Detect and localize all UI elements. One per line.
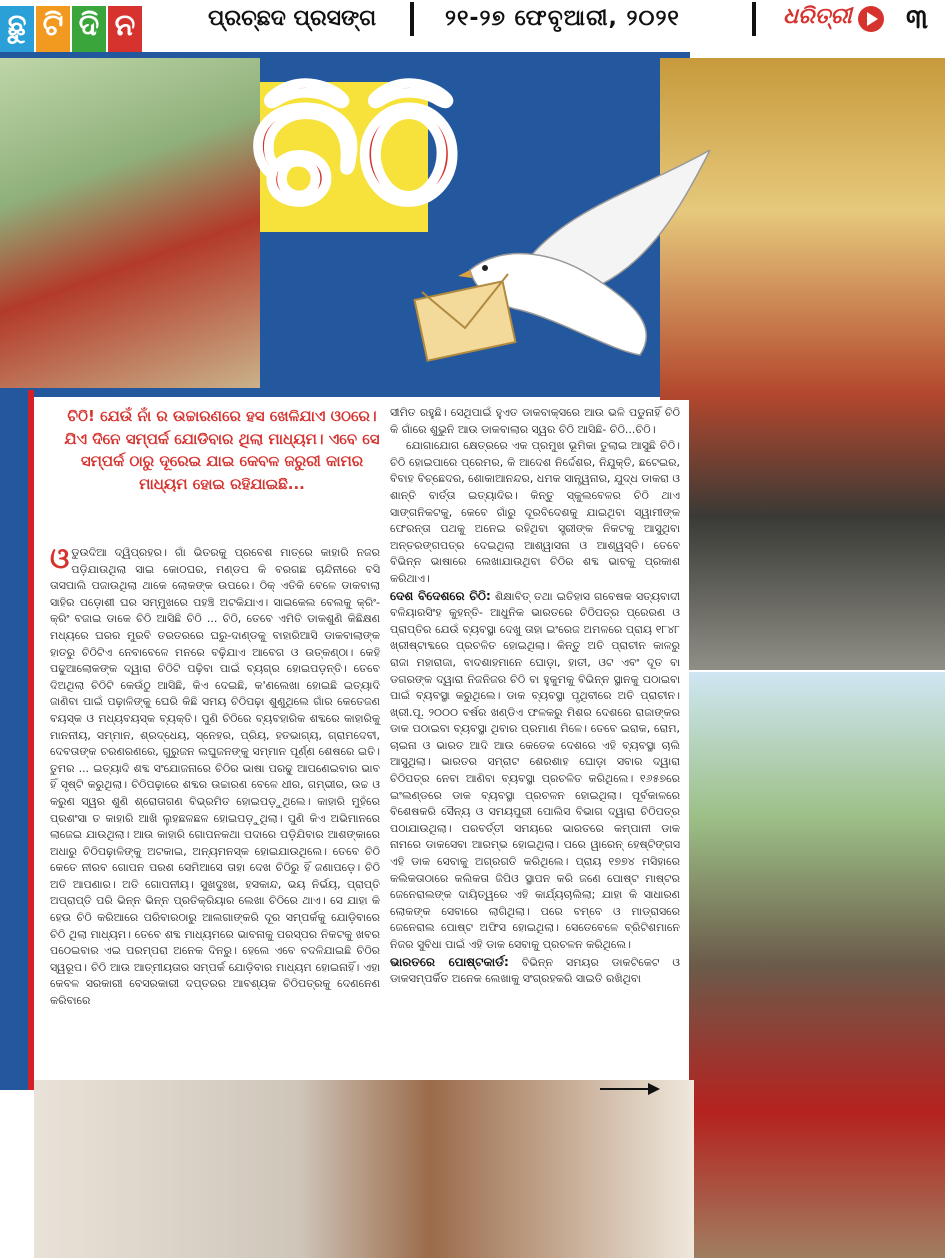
logo-letter-3: ଦି — [72, 6, 106, 64]
subheading-postcard: ଭାରତରେ ପୋଷ୍ଟକାର୍ଡ: — [390, 954, 509, 969]
section-title: ପ୍ରଚ୍ଛଦ ପ୍ରସଙ୍ଗ — [208, 6, 377, 31]
header-divider — [752, 2, 756, 36]
page-number: ୩ — [906, 2, 929, 35]
column-2-paragraph: ଶିକ୍ଷାବିତ୍ ତଥା ଇତିହାସ ଗବେଷକ ସତ୍ୟବାଦୀ ବଳିୟାରସିଂହ କୁହନ୍ତି- ଆଧୁନିକ ଭାରତରେ ଚିଠିପତ୍ର ପ୍ରେରଣ ଓ ପ୍ରାପ୍ତିର ଯେଉଁ ବ୍ୟବସ୍ଥା ଦେଖୁ ତାହା ଇଂରେଜ ଅମଳରେ ପ୍ରାୟ ୧୮୪୮ ଖ୍ରୀଷ୍ଟାବ୍ଦରେ ପ୍ରଚଳିତ ହୋଇଥିଲା। କିନ୍ତୁ ଅତି ପ୍ରାଚୀନ କାଳରୁ ରାଜା ମହାରାଜା, ବାଦଶାହମାନେ ଘୋଡ଼ା, ହାତୀ, ଓଟ ଏବଂ ଦୂତ ବା ଡଗରଙ୍କ ଦ୍ୱାରା ନିଜନିଜର ଚିଠି ବା ହୁକୁମକୁ ବିଭିନ୍ନ ସ୍ଥାନକୁ ପଠାଇବା ପାଇଁ ବ୍ୟବସ୍ଥା କରୁଥିଲେ। ଡାକ ବ୍ୟବସ୍ଥା ପୃଥିବୀରେ ଅତି ପ୍ରାଚୀନ। ଖ୍ରୀ.ପୂ. ୨୦୦୦ ବର୍ଷର ଖଣ୍ଡିଏ ଫଳକରୁ ମିଶର ଦେଶରେ ରାଜାଙ୍କର ଡାକ ପଠାଇବା ବ୍ୟବସ୍ଥା ଥିବାର ପ୍ରମାଣ ମିଳେ। ତେବେ ଇରାକ, ରୋମ, ଚାଇନା ଓ ଭାରତ ଆଦି ଆଉ କେତେକ ଦେଶରେ ଏହି ବ୍ୟବସ୍ଥା ଚାଲି ଆସୁଥିଲା। ଭାରତର ସମ୍ରାଟ ଶେରଶାହ ଘୋଡ଼ା ସବାର ଦ୍ୱାରା ଚିଠିପତ୍ର ନେବା ଆଣିବା ବ୍ୟବସ୍ଥା ପ୍ରଚଳିତ କରିଥିଲେ। ୧୬୫୭ରେ ଇଂଲଣ୍ଡରେ ଡାକ ବ୍ୟବସ୍ଥା ପ୍ରଚଳନ ହୋଇଥିଲା। ପୂର୍ବକାଳରେ ବିଶେଷକରି ସୈନ୍ୟ ଓ ସମୟପୁରୀ ପୋଲିସ ବିଭାଗ ଦ୍ୱାରା ଚିଠିପତ୍ର ପଠାଯାଉଥିଲା। ପରବର୍ତ୍ତୀ ସମୟରେ ଭାରତରେ କମ୍ପାନୀ ଡାକ ନାମରେ ଡାକସେବା ଆରମ୍ଭ ହୋଇଥିଲା। ପରେ ୱାରେନ୍ ହେଷ୍ଟିଙ୍ଗସ ଏହି ଡାକ ସେବାକୁ ଅଗ୍ରଗତି କରିଥିଲେ। ପ୍ରାୟ ୧୭୭୪ ମସିହାରେ କଲିକତାଠାରେ କଲିକତା ଜିପିଓ ସ୍ଥାପନ କରି ଜଣେ ପୋଷ୍ଟ ମାଷ୍ଟର ଜେନେରାଲଙ୍କ ଦାୟିତ୍ୱରେ ଏହି କାର୍ଯ୍ୟଚାଲିଲା; ଯାହା କି ସାଧାରଣ ଲୋକଙ୍କ ସେବାରେ ଲାଗିଥିଲା। ପରେ ବମ୍ବେ ଓ ମାଡ୍ରାସରେ ଜେନେରାଲ ପୋଷ୍ଟ ଅଫିସ ହୋଇଥିଲା। ସେତେବେଳେ ବ୍ରିଟିଶମାନେ ନିଜର ସୁବିଧା ପାଇଁ ଏହି ଡାକ ସେବାକୁ ପ୍ରଚଳନ କରିଥିଲେ। — [390, 589, 681, 951]
deck-summary: ଚିଠି! ଯେଉଁ ନାଁ ର ଉଚ୍ଚାରଣରେ ହସ ଖେଳିଯାଏ ଓଠରେ। ଯିଏ ଦିନେ ସମ୍ପର୍କ ଯୋଡିବାର ଥିଲା ମାଧ୍ୟମ। ଏବେ ସେ ସମ୍ପର୍କ ଠାରୁ ଦୂରେଇ ଯାଇ କେବଳ ଜରୁରୀ କାମର ମାଧ୍ୟମ ହୋଇ ରହିଯାଇଛି... — [64, 407, 380, 493]
play-icon — [858, 6, 884, 32]
brand-logo: ଧରିତ୍ରୀ — [783, 4, 852, 29]
column-2-intro: ସୀମିତ ରହୁଛି। ସେଥିପାଇଁ ହୁଏତ ଡାକବାକ୍ସରେ ଆଉ ଭଳି ପଡୁନାହିଁ ଚିଠି କି ଗାଁରେ ଶୁଭୁନି ଆଉ ଡାକବାଲାର ସ୍ୱର ଚିଠି ଆସିଛି- ଚିଠି...ଚିଠି। — [390, 406, 680, 436]
dove-icon — [410, 150, 730, 380]
logo-letter-4: ନ — [108, 6, 142, 64]
logo-letter-2: ଟି — [36, 6, 70, 64]
issue-date: ୨୧-୨୭ ଫେବୃଆରୀ, ୨୦୨୧ — [445, 6, 680, 31]
article-column-2 — [390, 405, 680, 988]
logo-letter-1: ଛୁ — [0, 6, 34, 64]
column-2-paragraph: ବିଭିନ୍ନ ସମୟର ଡାକଟିକେଟ ଓ ଡାକସମ୍ପର୍କିତ ଅନେକ ଲେଖାକୁ ସଂଗ୍ରହକରି ସାଇତି ରଖିଥିବା — [390, 955, 681, 986]
envelope-icon — [415, 274, 516, 361]
photo-quill-candle — [34, 1080, 694, 1258]
article-column-1 — [50, 542, 380, 1010]
photo-postman-postbox — [0, 58, 260, 388]
headline: ଚିଠି — [252, 64, 459, 238]
drop-cap: ଓ — [50, 542, 70, 575]
header-divider — [410, 2, 414, 36]
blue-side-strip — [0, 390, 28, 1090]
photo-boy-posting-letter — [670, 672, 945, 1258]
column-2-paragraph: ଯୋଗାଯୋଗ କ୍ଷେତ୍ରରେ ଏକ ପ୍ରମୁଖ ଭୂମିକା ତୁଲାଇ ଆସୁଛି ଚିଠି। ଚିଠି ହୋଇପାରେ ପ୍ରେମର, କି ଆଦେଶ ନିର୍ଦ୍ଦେଶର, ନିଯୁକ୍ତି, ଛଟେଇର, ବିବାହ ବିଚ୍ଛେଦର, ଶୋକାଆନନ୍ଦର, ଧମକ ସାନ୍ତ୍ୱନାର, ଯୁଦ୍ଧ ଡାକରା ଓ ଶାନ୍ତି ବାର୍ତ୍ତା ଇତ୍ୟାଦିର। କିନ୍ତୁ ସ୍କୁଲବେଳର ଚିଠି ଥାଏ ସାଙ୍ଗନିକଟକୁ, କେବେ ଗାଁରୁ ଦୂରବିଦେଶକୁ ଯାଇଥିବା ସ୍ୱାମୀଙ୍କ ଫେରନ୍ତା ପଥକୁ ଅନେଇ ରହିଥିବା ସ୍ତ୍ରୀଙ୍କ ନିକଟକୁ ଆସୁଥିବା ଅନ୍ତରଙ୍ଗପତ୍ର ଦେଇଥିଲା ଆଶ୍ୱାସନା ଓ ଆଶ୍ୱସ୍ତି। ତେବେ ବିଭିନ୍ନ ଭାଷାରେ ଲେଖାଯାଉଥିବା ଚିଠିର ଶବ୍ଦ ଭାବକୁ ପ୍ରକାଶ କରିଥାଏ। — [390, 439, 680, 585]
subheading-abroad: ଦେଶ ବିଦେଶରେ ଚିଠି: — [390, 588, 491, 603]
column-1-text: ଡୁଉଦିଆ ଦ୍ୱିପ୍ରହର। ଗାଁ ଭିତରକୁ ପ୍ରବେଶ ମାତ୍ରେ କାହାରି ନଜର ପଡ଼ିଯାଉଥିଲା ସାଇ କୋଠଘର, ମଣ୍ଡପ କି ବରଗଛ ଚାନ୍ଦିନୀରେ ବସି ତାସପାଲି ପଜାଉଥିଲା ଥାକେ ଲୋକଙ୍କ ଉପରେ। ଠିକ୍ ଏତିକି ବେଳେ ଡାକବାଲା ସାହିର ପଡ଼ୋଶୀ ଘର ସମ୍ମୁଖରେ ପହଞ୍ଚି ଅଟକିଯାଏ। ସାଇକେଲ ବେଲକୁ କ୍ରିଂ-କ୍ରିଂ ବଜାଇ ଡାକେ ଚିଠି ଆସିଛି ଚିଠି ... ଚିଠି, ତେବେ ଏମିତି ଡାକଶୁଣି କିଛିକ୍ଷଣ ମଧ୍ୟରେ ଘରର ମୁରବି ତରତରରେ ଘରୁ-ଦାଣ୍ଡକୁ ବାହାରିଆସି ଡାକବାଲାଙ୍କ ହାତରୁ ଚିଠିଟିଏ ନେବାବେଳେ ମନରେ ବଢ଼ିଯାଏ ଆବେଗ ଓ ଉତ୍କଣ୍ଠା। କେହି ପଢୁଆଲୋକଙ୍କ ଦ୍ୱାରା ଚିଠିଟି ପଢ଼ିବା ପାଇଁ ବ୍ୟଗ୍ର ହୋଇପଡ଼ନ୍ତି। ତେବେ ଦିଅଥିଲା ଚିଠିଟି କେଉଁଠୁ ଆସିଛି, କିଏ ଦେଇଛି, କ'ଣଲେଖା ହୋଇଛି ଇତ୍ୟାଦି ଜାଣିବା ପାଇଁ ପଢ଼ାଳିଙ୍କୁ ଘେରି କିଛି ସମୟ ଚିଠିପଢ଼ା ଶୁଣୁଥିଲେ ଗାଁର କେତେଜଣ ବୟସ୍କ ଓ ମଧ୍ୟବୟସ୍କ ବ୍ୟକ୍ତି। ପୁଣି ଚିଠିରେ ବ୍ୟବହାରିକ ଶବ୍ଦରେ କାହାରିକୁ ମାନନୀୟ, ସମ୍ମାନ, ଶ୍ରଦ୍ଧେୟ, ସ୍ନେହର, ପ୍ରିୟ, ହତଭାଗ୍ୟ, ଗ୍ରାମଦେବୀ, ଦେବତାଙ୍କ ଚରଣରଣରେ, ଗୁରୁଜନ ଲଘୁଜନଙ୍କୁ ସମ୍ମାନ ପୂର୍ଣ୍ଣ ଶେଷରେ ଇତି। ତୁମର ... ଇତ୍ୟାଦି ଶବ୍ଦ ସଂଯୋଜନାରେ ଚିଠିର ଭାଷା ପରଢୁ ଆପଣେଇବାର ଭାବ ହିଁ ସୃଷ୍ଟି କରୁଥିଲା। ଚିଠିପଢ଼ାରେ ଶବ୍ଦର ଉଚ୍ଚାରଣ ବେଳେ ଧୀର, ଗମ୍ଭୀର, ଉଚ୍ଚ ଓ କରୁଣ ସ୍ୱର ଶୁଣି ଶ୍ରୋତାଗଣ ବିଭ୍ରମିତ ହୋଇପଡ଼ୁଥିଲେ। କାହାରି ମୁହଁରେ ପ୍ରଶଂସା ତ କାହାରି ଆଖି ଲୁହଛଳଛଳ ହୋଇପଡ଼ୁଥିଲା। ପୁଣି କିଏ ଅଭିମାନରେ ଲାଜେଇ ଯାଉଥିଲା। ଆଉ କାହାରି ଗୋପନକଥା ପଦାରେ ପଡ଼ିଯିବାର ଆଶଙ୍କାରେ ଅଧାରୁ ଚିଠିପଢ଼ାଳିଙ୍କୁ ଅଟକାଇ, ଅନ୍ୟମନସ୍କ ହୋଇଯାଉଥିଲେ। ତେବେ ଚିଠି କେତେ ନୀରବ ଗୋପନ ପରଶ ସେମିଆସେ ତାହା ଦେଖ ଚିଠିରୁ ହିଁ ଜଣାପଡ଼େ। ଚିଠି ଅତି ଆପଣାର। ଅତି ଗୋପନୀୟ। ସୁଖଦୁଃଖ, ହସକାନ୍ଦ, ଭୟ ନିର୍ଭୟ, ପ୍ରାପ୍ତି ଅପ୍ରାପ୍ତି ପରି ଭିନ୍ନ ଭିନ୍ନ ପ୍ରତିକ୍ରିୟାର ଲେଖା ଚିଠିରେ ଥାଏ। ସେ ଯାହା କି ହେଉ ଚିଠି କରିଆରେ ପରିବାରଠାରୁ ଆଲଗାଙ୍କରି ଦୂର ସମ୍ପର୍କକୁ ଯୋଡ଼ିବାରେ ଚିଠି ଥିଲା ମାଧ୍ୟମ। ତେବେ ଶବ୍ଦ ମାଧ୍ୟମରେ ଭାବନାକୁ ପରସ୍ପର ନିକଟକୁ ଖବର ପଠେଇବାର ଏଇ ପରମ୍ପରା ଅନେକ ଦିନରୁ। ହେଲେ ଏବେ ବଦଳିଯାଇଛି ଚିଠିର ସ୍ୱରୂପ। ଚିଠି ଆଉ ଆତ୍ମୀୟତାର ସମ୍ପର୍କ ଯୋଡ଼ିବାର ମାଧ୍ୟମ ହୋଇନାହିଁ। ଏହା କେବଳ ସରକାରୀ ବେସରକାରୀ ଦପ୍ତରର ଆବଶ୍ୟକ ଚିଠିପତ୍ରକୁ ଦେଣନେଣ କରିବାରେ — [50, 546, 380, 1008]
arrow-right-icon — [600, 1082, 660, 1096]
